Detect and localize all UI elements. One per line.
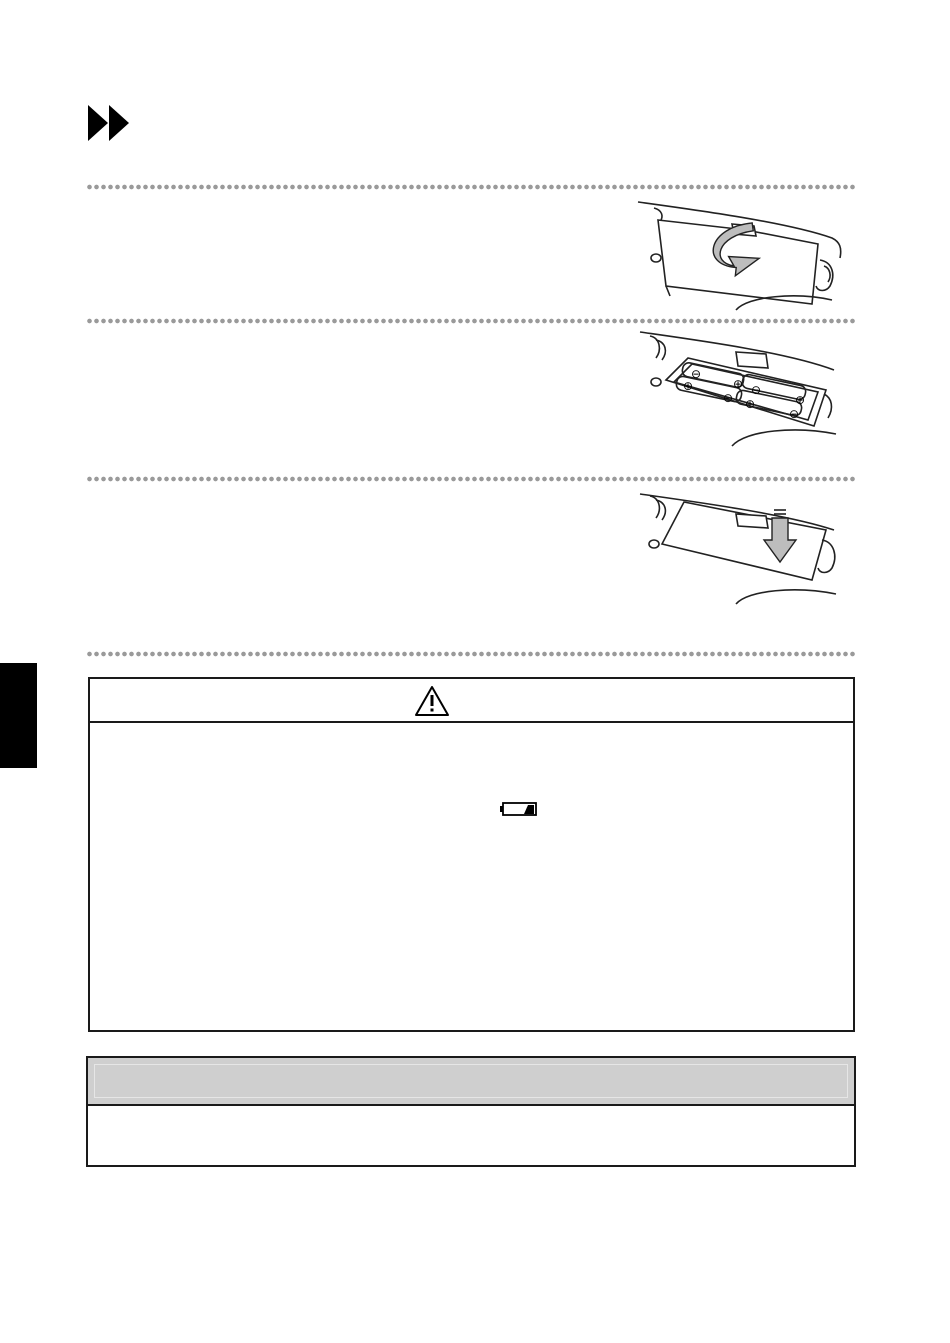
note-box bbox=[86, 1056, 856, 1167]
svg-text:⊖: ⊖ bbox=[788, 407, 800, 421]
close-battery-cover-illustration bbox=[636, 490, 844, 606]
svg-text:⊖: ⊖ bbox=[750, 383, 762, 397]
svg-text:⊕: ⊕ bbox=[744, 397, 756, 411]
svg-text:⊖: ⊖ bbox=[690, 367, 702, 381]
svg-text:⊕: ⊕ bbox=[682, 379, 694, 393]
caution-header bbox=[90, 679, 853, 723]
note-header-inner bbox=[94, 1064, 848, 1098]
low-battery-icon bbox=[500, 802, 538, 816]
warning-triangle-icon bbox=[414, 685, 450, 717]
open-battery-cover-illustration bbox=[636, 196, 844, 312]
note-header bbox=[88, 1058, 854, 1106]
svg-text:⊕: ⊕ bbox=[732, 377, 744, 391]
section-tab bbox=[0, 663, 37, 768]
svg-text:⊖: ⊖ bbox=[722, 391, 734, 405]
dotted-separator bbox=[86, 184, 856, 190]
dotted-separator bbox=[86, 651, 856, 657]
svg-text:⊕: ⊕ bbox=[794, 393, 806, 407]
insert-batteries-illustration bbox=[636, 330, 844, 448]
fast-forward-icon bbox=[88, 103, 132, 143]
caution-box bbox=[88, 677, 855, 1032]
dotted-separator bbox=[86, 476, 856, 482]
dotted-separator bbox=[86, 318, 856, 324]
